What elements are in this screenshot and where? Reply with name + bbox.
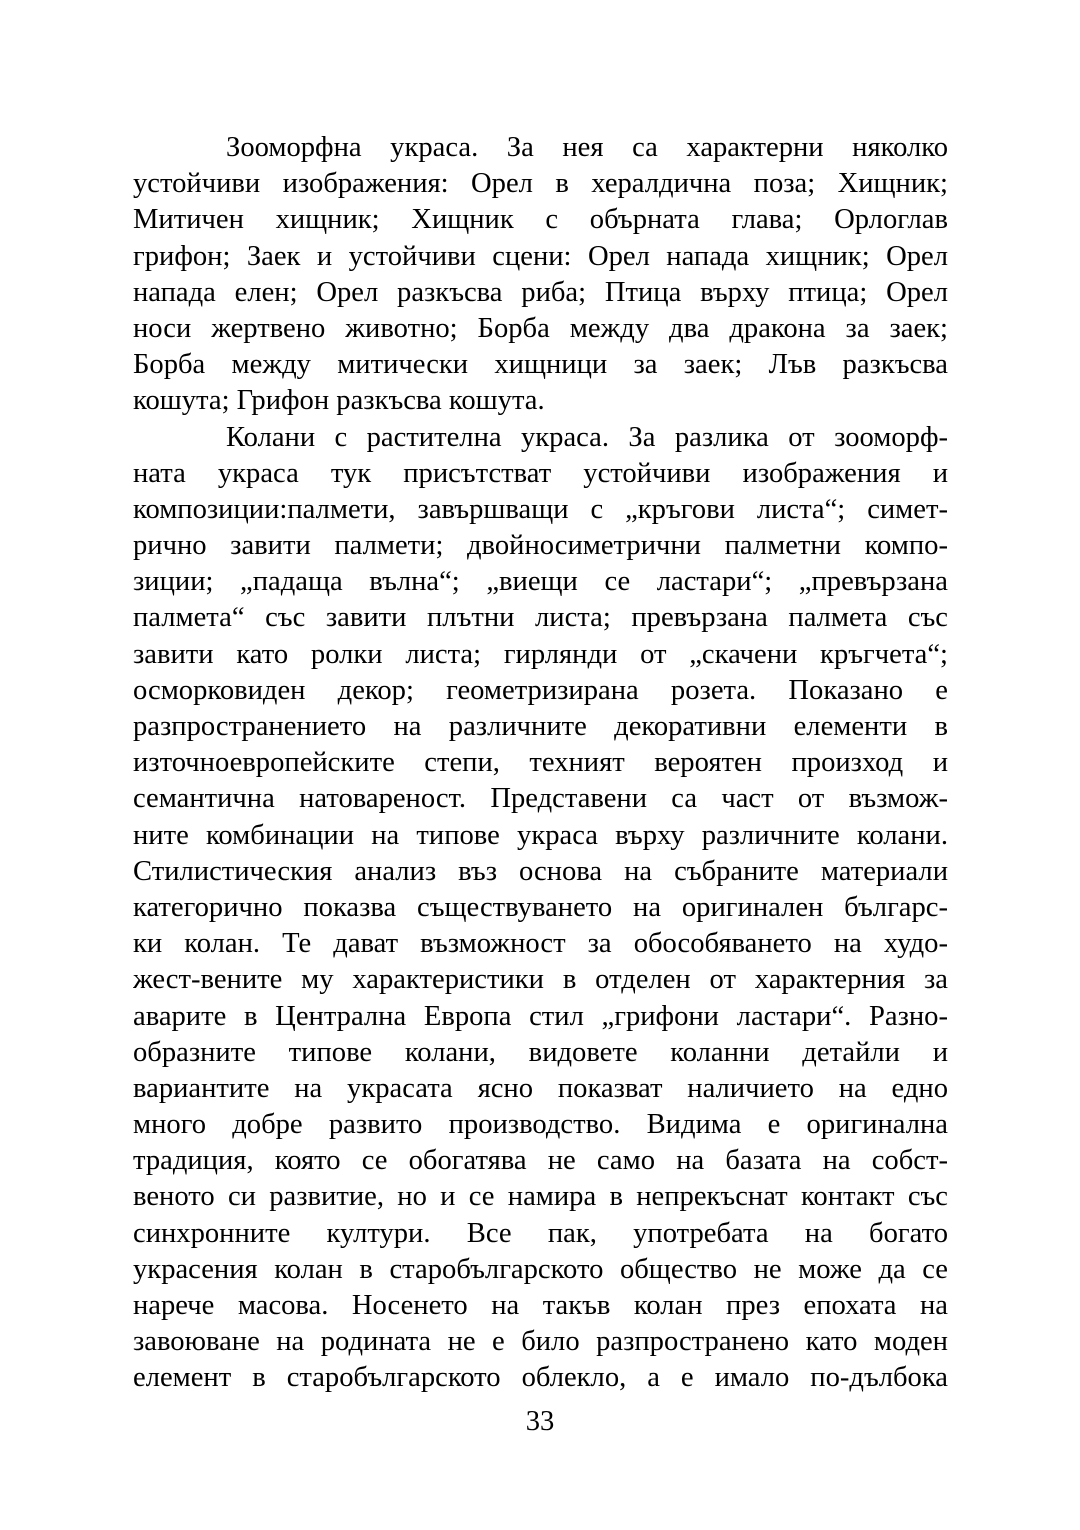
text-line: образните типове колани, видовете коланни детайли и: [133, 1036, 948, 1068]
text-line: зиции; „падаща вълна“; „виещи се ластари“; „превързана: [133, 566, 948, 598]
text-line: източноевропейските степи, техният вероятен произход и: [133, 747, 948, 779]
text-line: много добре развито производство. Видима е оригинална: [133, 1109, 948, 1141]
text-line: напада елен; Орел разкъсва риба; Птица върху птица; Орел: [133, 276, 948, 308]
text-line: носи жертвено животно; Борба между два дракона за заек;: [133, 312, 948, 344]
text-line: Зооморфна украса. За нея са характерни няколко: [226, 132, 948, 163]
text-line: аварите в Централна Европа стил „грифони ластари“. Разно-: [133, 1000, 948, 1032]
text-line: украсения колан в старобългарското общество не може да се: [133, 1253, 948, 1285]
text-line: веното си развитие, но и се намира в непрекъснат контакт със: [133, 1181, 948, 1213]
page-body: [133, 130, 948, 1397]
text-line: жест-вените му характеристики в отделен от характерния за: [133, 964, 948, 996]
page-number: 33: [525, 1406, 555, 1437]
text-line: Митичен хищник; Хищник с обърната глава; Орлоглав: [133, 204, 948, 236]
text-line: категорично показва съществуването на оригинален българс-: [133, 891, 948, 923]
text-line: елемент в старобългарското облекло, а е имало по-дълбока: [133, 1362, 948, 1394]
text-line: завити като ролки листа; гирлянди от „скачени кръгчета“;: [133, 638, 948, 670]
text-line: ната украса тук присътстват устойчиви изображения и: [133, 457, 948, 489]
text-line: традиция, която се обогатява не само на базата на собст-: [133, 1145, 948, 1177]
text-line: устойчиви изображения: Орел в хералдична поза; Хищник;: [133, 168, 948, 200]
text-line: кошута; Грифон разкъсва кошута.: [133, 385, 545, 417]
text-line: разпространението на различните декоративни елементи в: [133, 711, 948, 742]
text-line: осморковиден декор; геометризирана розета. Показано е: [133, 674, 948, 706]
text-line: Борба между митически хищници за заек; Лъв разкъсва: [133, 349, 948, 381]
text-line: палмета“ със завити плътни листа; превързана палмета със: [133, 602, 948, 634]
text-line: композиции:палмети, завършващи с „кръгови листа“; симет-: [133, 493, 948, 525]
text-line: Колани с растителна украса. За разлика от зооморф-: [226, 421, 948, 453]
text-line: ки колан. Те дават възможност за обособяването на худо-: [133, 928, 948, 960]
text-line: синхронните култури. Все пак, употребата на богато: [133, 1217, 948, 1249]
text-line: семантична натовареност. Представени са част от възмож-: [133, 783, 948, 815]
text-line: грифон; Заек и устойчиви сцени: Орел напада хищник; Орел: [133, 240, 948, 272]
text-line: вариантите на украсата ясно показват наличието на едно: [133, 1072, 948, 1104]
text-line: Стилистическия анализ въз основа на събраните материали: [133, 855, 948, 887]
text-line: завоюване на родината не е било разпространено като моден: [133, 1326, 948, 1358]
text-line: нарече масова. Носенето на такъв колан през епохата на: [133, 1290, 948, 1321]
text-line: рично завити палмети; двойносиметрични палметни компо-: [133, 530, 948, 562]
text-line: ните комбинации на типове украса върху различните колани.: [133, 819, 948, 851]
